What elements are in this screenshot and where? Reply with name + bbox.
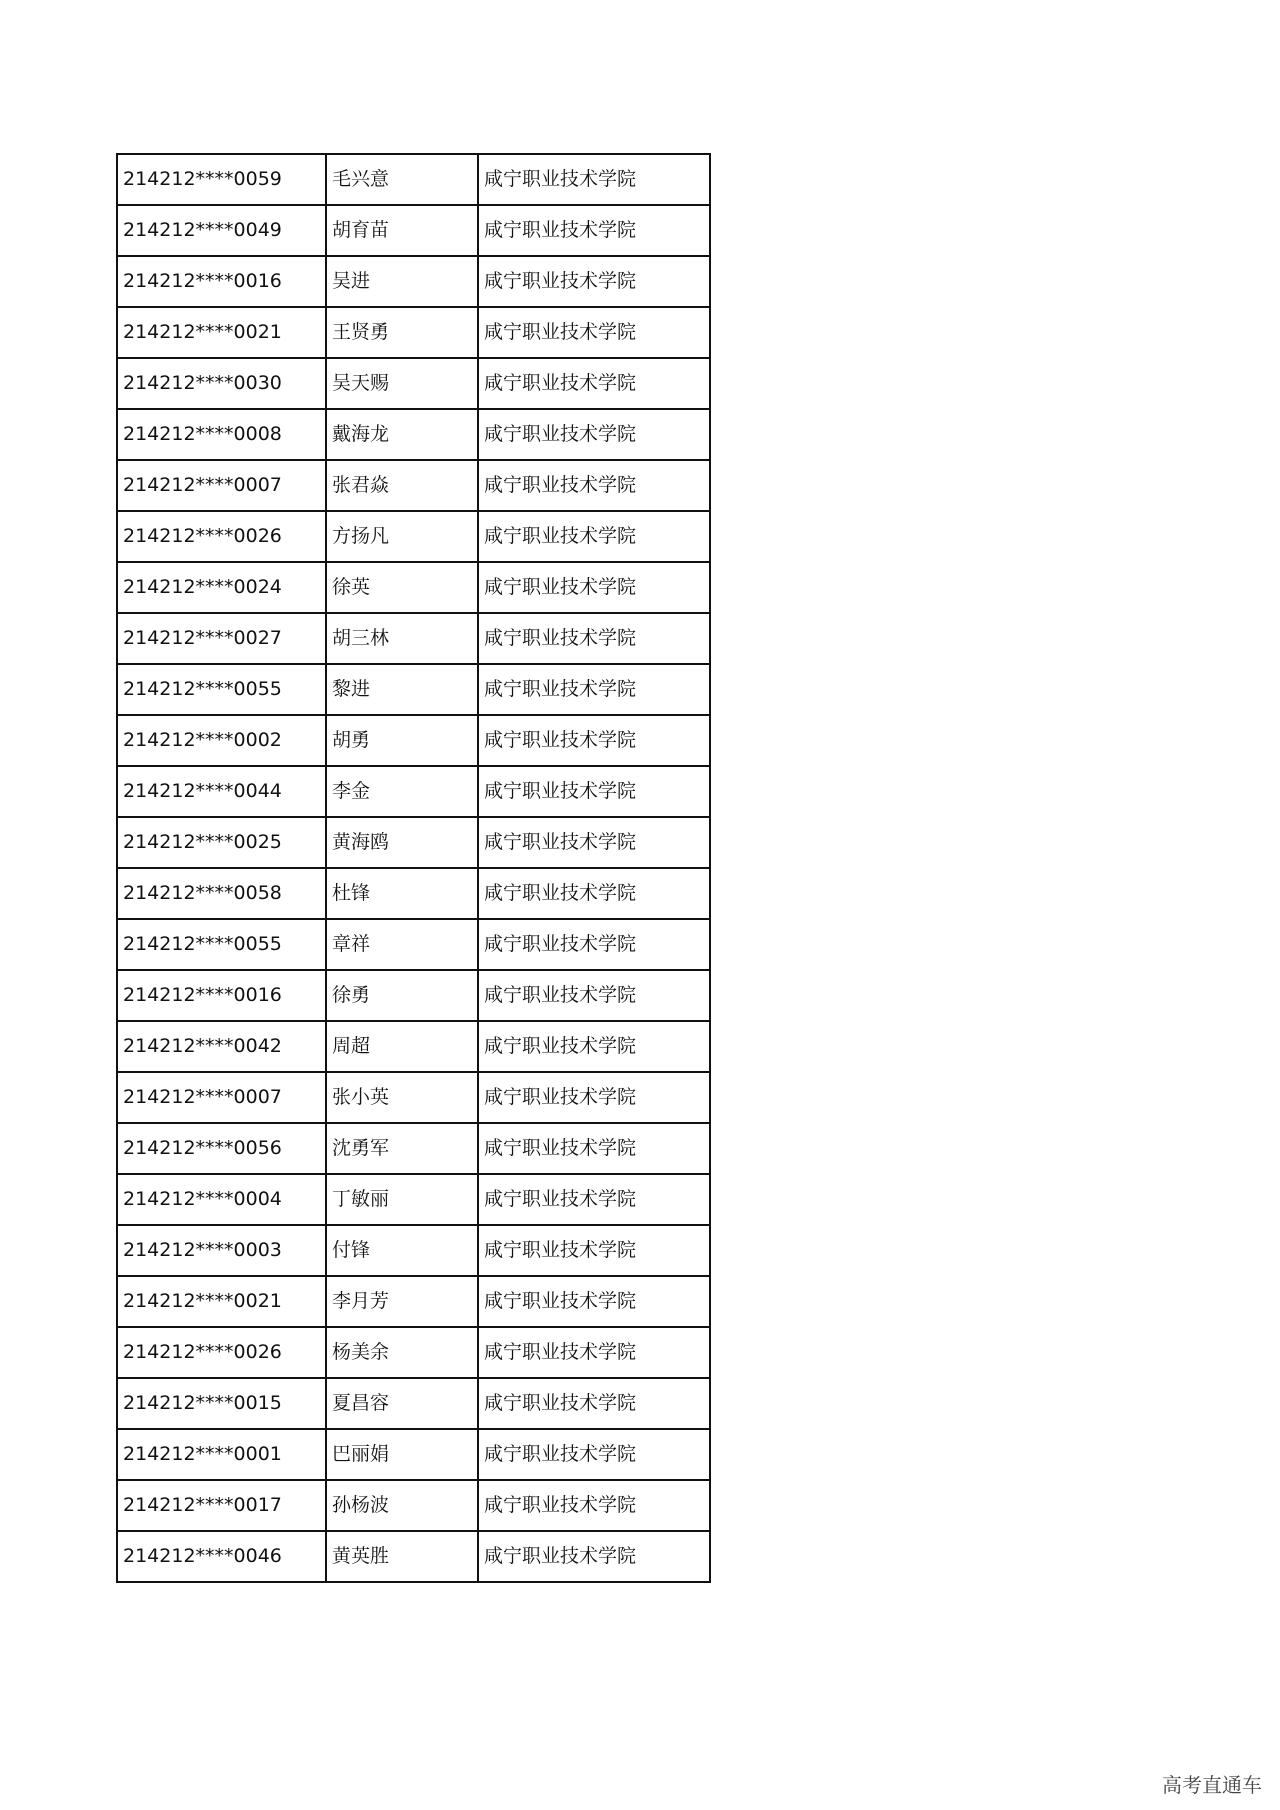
- cell-id: 214212****0002: [117, 715, 326, 766]
- cell-school: 咸宁职业技术学院: [478, 358, 710, 409]
- cell-school: 咸宁职业技术学院: [478, 1174, 710, 1225]
- cell-id: 214212****0008: [117, 409, 326, 460]
- cell-id: 214212****0016: [117, 970, 326, 1021]
- cell-name: 方扬凡: [326, 511, 478, 562]
- cell-name: 孙杨波: [326, 1480, 478, 1531]
- cell-id: 214212****0016: [117, 256, 326, 307]
- cell-name: 毛兴意: [326, 154, 478, 205]
- cell-id: 214212****0059: [117, 154, 326, 205]
- cell-school: 咸宁职业技术学院: [478, 256, 710, 307]
- cell-school: 咸宁职业技术学院: [478, 1378, 710, 1429]
- cell-school: 咸宁职业技术学院: [478, 1021, 710, 1072]
- cell-id: 214212****0058: [117, 868, 326, 919]
- table-row: [117, 1225, 710, 1276]
- cell-school: 咸宁职业技术学院: [478, 868, 710, 919]
- cell-school: 咸宁职业技术学院: [478, 460, 710, 511]
- cell-name: 胡三林: [326, 613, 478, 664]
- cell-name: 李月芳: [326, 1276, 478, 1327]
- cell-school: 咸宁职业技术学院: [478, 1225, 710, 1276]
- table-row: [117, 919, 710, 970]
- table-row: [117, 1378, 710, 1429]
- cell-name: 戴海龙: [326, 409, 478, 460]
- cell-name: 周超: [326, 1021, 478, 1072]
- cell-id: 214212****0030: [117, 358, 326, 409]
- table-row: [117, 205, 710, 256]
- table-row: [117, 1276, 710, 1327]
- cell-name: 黄英胜: [326, 1531, 478, 1582]
- table-row: [117, 868, 710, 919]
- cell-name: 王贤勇: [326, 307, 478, 358]
- table-row: [117, 307, 710, 358]
- cell-school: 咸宁职业技术学院: [478, 1480, 710, 1531]
- cell-id: 214212****0007: [117, 1072, 326, 1123]
- cell-school: 咸宁职业技术学院: [478, 613, 710, 664]
- cell-school: 咸宁职业技术学院: [478, 1123, 710, 1174]
- cell-school: 咸宁职业技术学院: [478, 154, 710, 205]
- table-body: [117, 154, 710, 1582]
- table-row: [117, 154, 710, 205]
- table-row: [117, 460, 710, 511]
- cell-name: 徐勇: [326, 970, 478, 1021]
- watermark-text: 高考直通车: [1162, 1773, 1262, 1797]
- cell-id: 214212****0046: [117, 1531, 326, 1582]
- cell-id: 214212****0027: [117, 613, 326, 664]
- cell-name: 付锋: [326, 1225, 478, 1276]
- cell-id: 214212****0044: [117, 766, 326, 817]
- cell-id: 214212****0004: [117, 1174, 326, 1225]
- cell-id: 214212****0007: [117, 460, 326, 511]
- cell-id: 214212****0001: [117, 1429, 326, 1480]
- cell-school: 咸宁职业技术学院: [478, 664, 710, 715]
- table-row: [117, 766, 710, 817]
- cell-id: 214212****0024: [117, 562, 326, 613]
- cell-name: 夏昌容: [326, 1378, 478, 1429]
- cell-school: 咸宁职业技术学院: [478, 817, 710, 868]
- cell-name: 沈勇军: [326, 1123, 478, 1174]
- cell-id: 214212****0056: [117, 1123, 326, 1174]
- cell-school: 咸宁职业技术学院: [478, 409, 710, 460]
- cell-school: 咸宁职业技术学院: [478, 1429, 710, 1480]
- cell-id: 214212****0042: [117, 1021, 326, 1072]
- table-row: [117, 358, 710, 409]
- cell-school: 咸宁职业技术学院: [478, 1327, 710, 1378]
- table-row: [117, 1480, 710, 1531]
- cell-school: 咸宁职业技术学院: [478, 919, 710, 970]
- cell-name: 杨美余: [326, 1327, 478, 1378]
- table-row: [117, 1123, 710, 1174]
- table-row: [117, 1429, 710, 1480]
- cell-id: 214212****0049: [117, 205, 326, 256]
- cell-school: 咸宁职业技术学院: [478, 511, 710, 562]
- cell-school: 咸宁职业技术学院: [478, 562, 710, 613]
- cell-id: 214212****0025: [117, 817, 326, 868]
- table-row: [117, 1072, 710, 1123]
- cell-school: 咸宁职业技术学院: [478, 1072, 710, 1123]
- table-row: [117, 1174, 710, 1225]
- cell-name: 黄海鸥: [326, 817, 478, 868]
- cell-id: 214212****0021: [117, 1276, 326, 1327]
- cell-id: 214212****0015: [117, 1378, 326, 1429]
- table-row: [117, 970, 710, 1021]
- cell-id: 214212****0003: [117, 1225, 326, 1276]
- cell-name: 吴进: [326, 256, 478, 307]
- cell-id: 214212****0055: [117, 919, 326, 970]
- table-row: [117, 817, 710, 868]
- cell-name: 张小英: [326, 1072, 478, 1123]
- cell-id: 214212****0026: [117, 511, 326, 562]
- table-row: [117, 613, 710, 664]
- cell-id: 214212****0026: [117, 1327, 326, 1378]
- table-row: [117, 1531, 710, 1582]
- cell-school: 咸宁职业技术学院: [478, 307, 710, 358]
- table-row: [117, 1327, 710, 1378]
- cell-school: 咸宁职业技术学院: [478, 1276, 710, 1327]
- table-row: [117, 664, 710, 715]
- admission-table: [116, 153, 711, 1583]
- cell-school: 咸宁职业技术学院: [478, 205, 710, 256]
- table-row: [117, 409, 710, 460]
- cell-name: 吴天赐: [326, 358, 478, 409]
- table-row: [117, 1021, 710, 1072]
- cell-name: 胡勇: [326, 715, 478, 766]
- cell-id: 214212****0055: [117, 664, 326, 715]
- cell-name: 章祥: [326, 919, 478, 970]
- cell-name: 丁敏丽: [326, 1174, 478, 1225]
- cell-name: 李金: [326, 766, 478, 817]
- cell-school: 咸宁职业技术学院: [478, 1531, 710, 1582]
- cell-id: 214212****0021: [117, 307, 326, 358]
- cell-name: 徐英: [326, 562, 478, 613]
- cell-school: 咸宁职业技术学院: [478, 766, 710, 817]
- cell-school: 咸宁职业技术学院: [478, 715, 710, 766]
- cell-name: 胡育苗: [326, 205, 478, 256]
- cell-id: 214212****0017: [117, 1480, 326, 1531]
- cell-name: 杜锋: [326, 868, 478, 919]
- cell-name: 张君焱: [326, 460, 478, 511]
- table-row: [117, 256, 710, 307]
- table-row: [117, 511, 710, 562]
- table-row: [117, 715, 710, 766]
- cell-name: 巴丽娟: [326, 1429, 478, 1480]
- cell-name: 黎进: [326, 664, 478, 715]
- cell-school: 咸宁职业技术学院: [478, 970, 710, 1021]
- table-row: [117, 562, 710, 613]
